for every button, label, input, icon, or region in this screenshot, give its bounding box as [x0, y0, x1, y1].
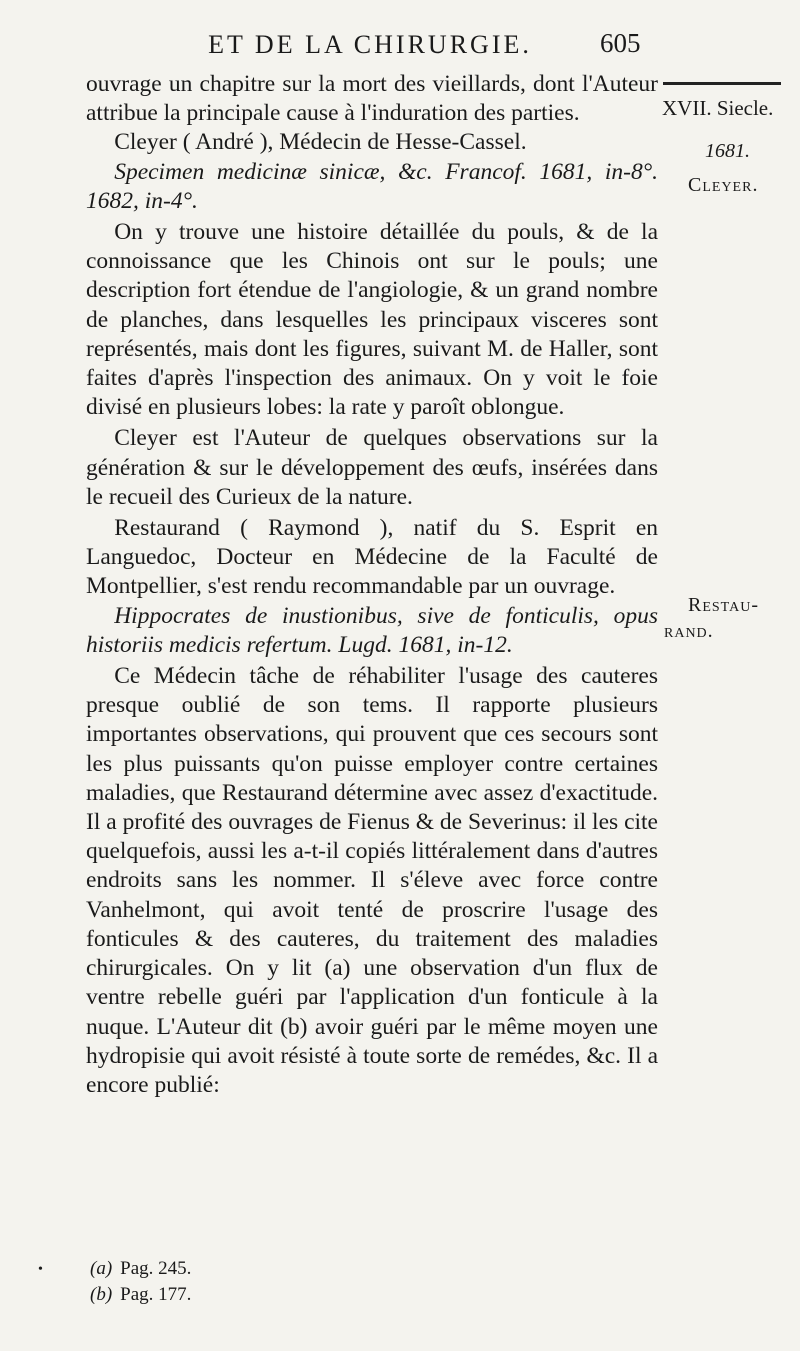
page-number: 605 — [600, 28, 641, 58]
footnote-bullet: • — [38, 1262, 43, 1277]
entry-restaurand: Restaurand ( Raymond ), natif du S. Esprit en Languedoc, Docteur en Médecine de la Faculté de Montpellier, s'est rendu recommandable par un ouvrage. — [86, 515, 658, 600]
title-hippocrates: Hippocrates de inustionibus, sive de fonticulis, opus historiis medicis refertum. Lugd. 1681, in-12. — [86, 602, 658, 658]
paragraph-cauteres: Ce Médecin tâche de réhabiliter l'usage des cauteres presque oublié de son tems. Il rapporte plusieurs importantes observations, qui prouvent que ces secours sont les plus puissants qu'on puisse employer contre certaines maladies, que Restaurand détermine avec assez d'exactitude. Il a profité des ouvrages de Fienus & de Severinus: il les cite quelquefois, aussi les a-t-il copiés littéralement dans d'autres endroits sans les nommer. Il s'éleve avec force contre Vanhelmont, qui avoit tenté de proscrire l'usage des fonticules & des cauteres, du traitement des maladies chirurgicales. On y lit (a) une observation d'un flux de ventre rebelle guéri par l'application d'un fonticule à la nuque. L'Auteur dit (b) avoir guéri par le même moyen une hydropisie qui avoit résisté à toute sorte de remédes, &c. Il a encore publié: — [86, 663, 658, 1098]
margin-note-restaurand-2: rand. — [664, 620, 714, 642]
footnote-a: (a) Pag. 245. — [90, 1258, 192, 1279]
footnote-b: (b) Pag. 177. — [90, 1284, 192, 1305]
entry-cleyer: Cleyer ( André ), Médecin de Hesse-Cassel. — [114, 129, 527, 156]
margin-rule — [663, 82, 781, 85]
margin-note-century: XVII. Siecle. — [662, 96, 774, 120]
footnotes — [90, 1256, 191, 1308]
paragraph-pouls: On y trouve une histoire détaillée du pouls, & de la connoissance que les Chinois ont sur le pouls; une description fort étendue de l'angiologie, & un grand nombre de planches, dans lesquelles les principaux visceres sont représentés, mais dont les figures, suivant M. de Haller, sont faites d'après l'inspection des animaux. On y voit le foie divisé en plusieurs lobes: la rate y paroît oblongue. — [86, 219, 658, 421]
margin-note-cleyer: Cleyer. — [688, 174, 759, 196]
margin-note-year: 1681. — [705, 140, 750, 162]
paragraph-observations: Cleyer est l'Auteur de quelques observations sur la génération & sur le développement des œufs, insérées dans le recueil des Curieux de la nature. — [86, 425, 658, 510]
paragraph-continuation: ouvrage un chapitre sur la mort des vieillards, dont l'Auteur attribue la principale cause à l'induration des parties. — [86, 71, 658, 127]
margin-note-restaurand-1: Restau- — [688, 594, 759, 616]
running-head: ET DE LA CHIRURGIE. — [208, 30, 532, 59]
body-text — [86, 70, 658, 1100]
title-specimen-medicinae: Specimen medicinæ sinicæ, &c. Francof. 1681, in-8°. 1682, in-4°. — [86, 158, 658, 214]
